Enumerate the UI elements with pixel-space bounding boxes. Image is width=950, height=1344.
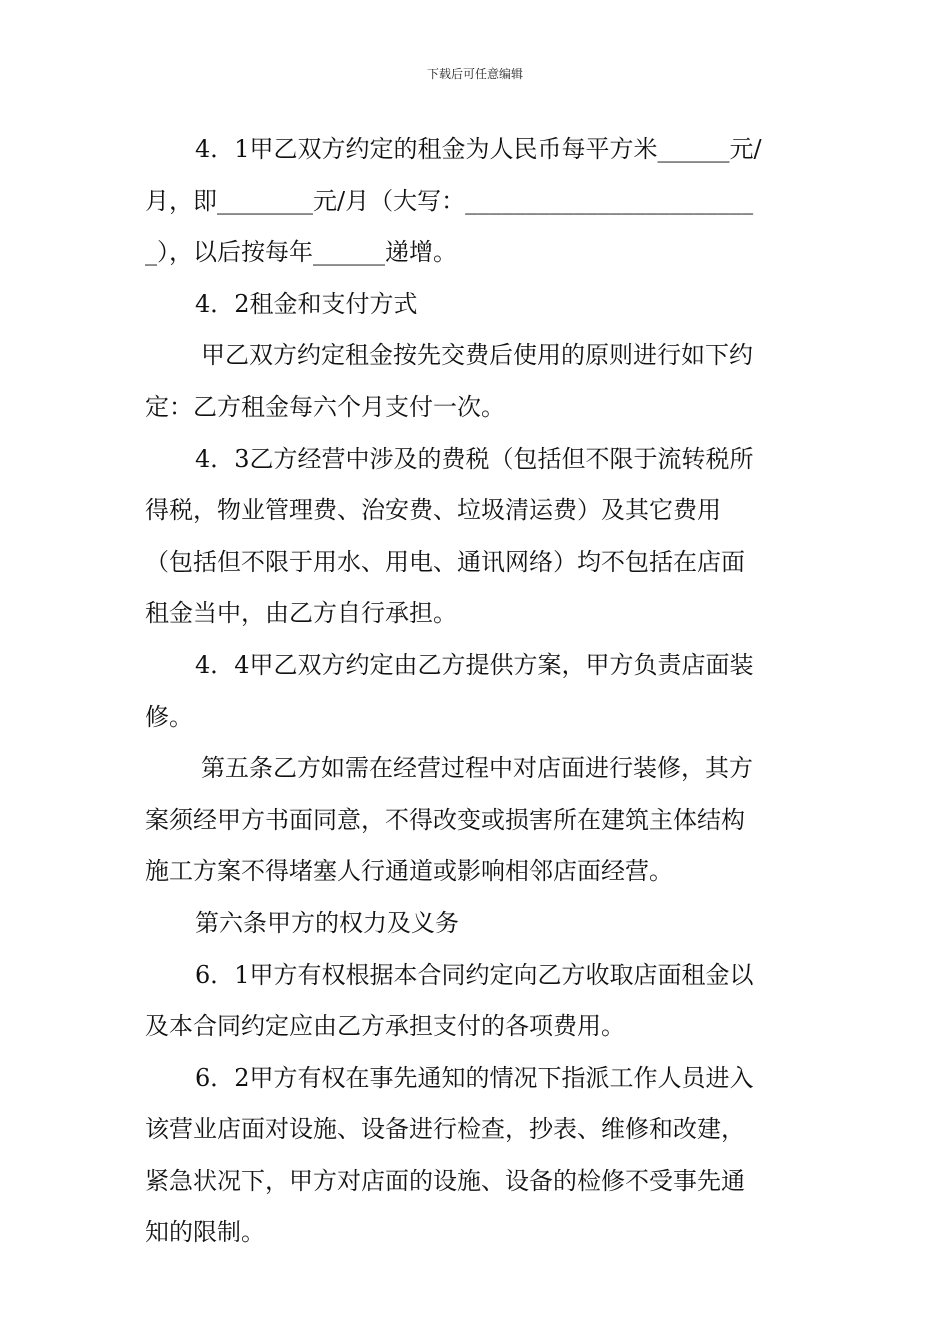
clause-4-3-line-1: 4．3乙方经营中涉及的费税（包括但不限于流转税所 <box>195 444 754 473</box>
clause-4-3-line-4: 租金当中，由乙方自行承担。 <box>145 599 457 628</box>
page-header-note: 下载后可任意编辑 <box>426 67 523 81</box>
clause-4-1-line-1: 4．1甲乙双方约定的租金为人民币每平方米______元/ <box>195 135 762 163</box>
clause-4-2-line-1: 甲乙双方约定租金按先交费后使用的原则进行如下约 <box>201 341 753 370</box>
clause-6-2-line-3: 紧急状况下，甲方对店面的设施、设备的检修不受事先通 <box>145 1166 745 1195</box>
clause-4-3-line-2: 得税，物业管理费、治安费、垃圾清运费）及其它费用 <box>145 496 721 525</box>
document-body <box>145 124 807 1259</box>
clause-4-4-line-1: 4．4甲乙双方约定由乙方提供方案，甲方负责店面装 <box>195 650 754 679</box>
clause-4-4-line-2: 修。 <box>145 702 193 731</box>
article-6-heading: 第六条甲方的权力及义务 <box>195 908 459 937</box>
clause-4-2-heading: 4．2租金和支付方式 <box>195 289 418 318</box>
clause-4-3-line-3: （包括但不限于用水、用电、通讯网络）均不包括在店面 <box>145 547 745 576</box>
clause-4-1-line-2: 月，即________元/月（大写：________________________ <box>145 186 754 215</box>
clause-6-2-line-2: 该营业店面对设施、设备进行检查，抄表、维修和改建， <box>145 1115 745 1144</box>
clause-6-2-line-1: 6．2甲方有权在事先通知的情况下指派工作人员进入 <box>195 1063 754 1092</box>
clause-6-1-line-2: 及本合同约定应由乙方承担支付的各项费用。 <box>145 1012 625 1041</box>
article-5-line-3: 施工方案不得堵塞人行通道或影响相邻店面经营。 <box>145 857 673 886</box>
clause-6-2-line-4: 知的限制。 <box>145 1218 265 1247</box>
clause-4-1-line-3: _），以后按每年______递增。 <box>145 238 457 267</box>
article-5-line-1: 第五条乙方如需在经营过程中对店面进行装修，其方 <box>201 754 753 783</box>
article-5-line-2: 案须经甲方书面同意，不得改变或损害所在建筑主体结构 <box>145 805 745 834</box>
clause-4-2-line-2: 定：乙方租金每六个月支付一次。 <box>145 392 505 421</box>
clause-6-1-line-1: 6．1甲方有权根据本合同约定向乙方收取店面租金以 <box>195 960 754 989</box>
